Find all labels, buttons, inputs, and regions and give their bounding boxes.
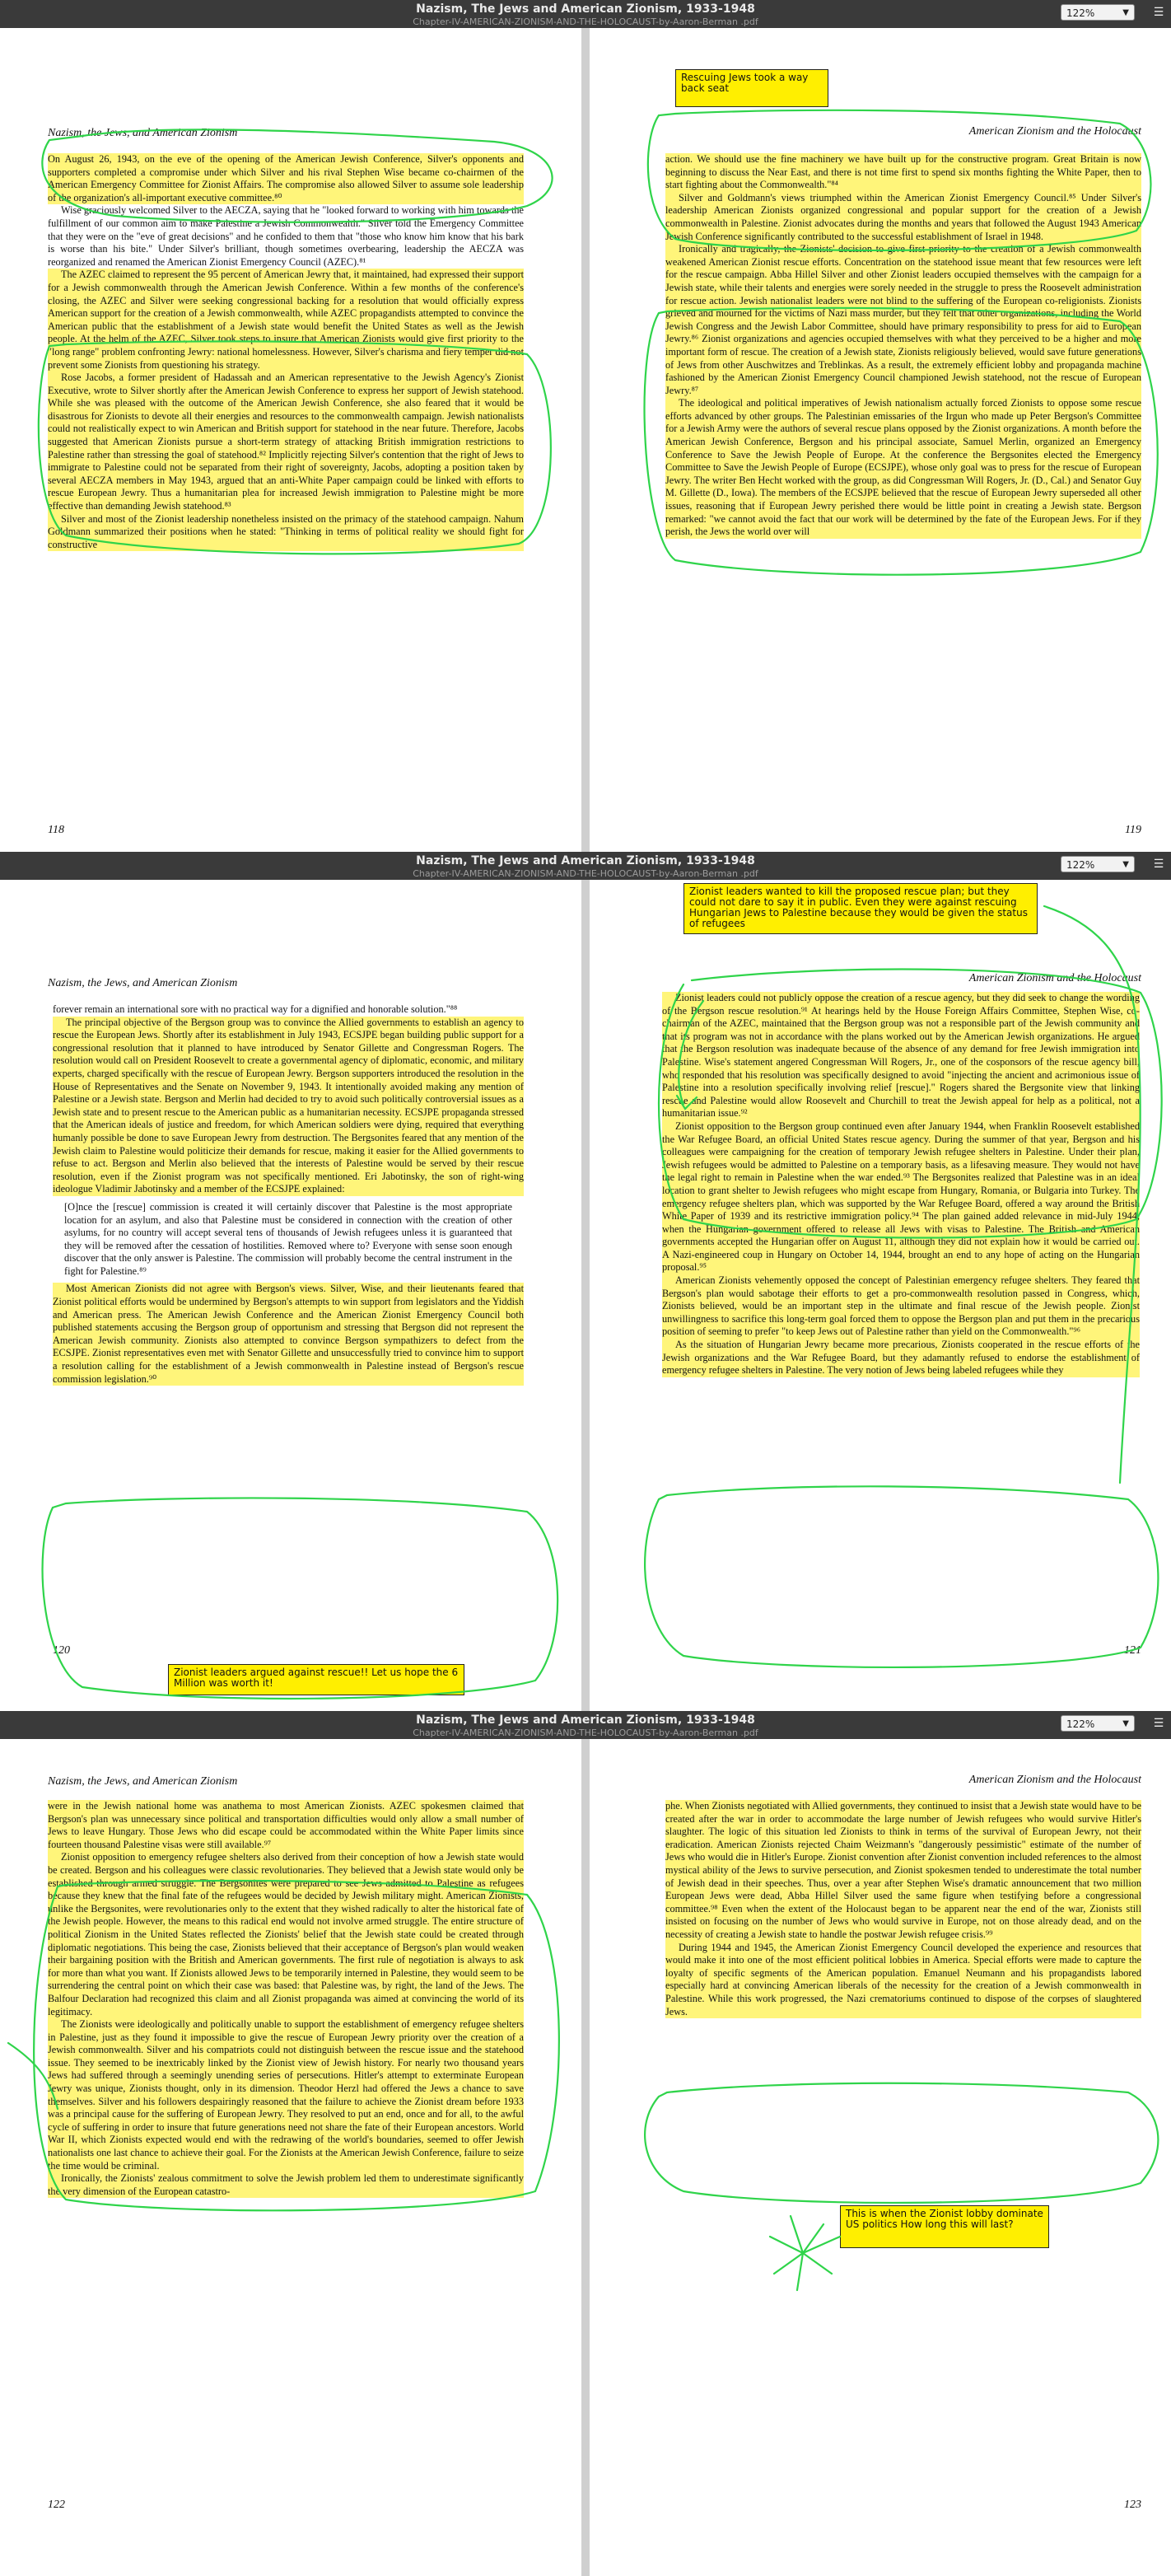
page-body <box>665 153 1141 539</box>
page-body <box>48 153 524 551</box>
paragraph: As the situation of Hungarian Jewry became more precarious, Zionists cooperated in the rescue efforts of the Jewish organizations and the War Refugee Board, but they adamantly refused to endorse the establishment of emergency refugee shelters in Palestine. The very notion of Jews being labeled refugees while they <box>662 1339 1140 1377</box>
chevron-down-icon: ▼ <box>1122 8 1129 17</box>
sticky-note[interactable]: Rescuing Jews took a way back seat <box>675 69 828 107</box>
chevron-down-icon: ▼ <box>1122 860 1129 869</box>
page-number: 120 <box>53 1644 70 1657</box>
file-name: Chapter-IV-AMERICAN-ZIONISM-AND-THE-HOLOCAUST-by-Aaron-Berman .pdf <box>413 868 758 879</box>
running-head-left: Nazism, the Jews, and American Zionism <box>48 127 238 139</box>
paragraph: action. We should use the fine machinery we have built up for the constructive program. Great Britain is now beginning to discuss the Near East, and there is not time first to spend six months fighting the White Paper, then to start fighting about the Commonwealth."⁸⁴ <box>665 153 1141 191</box>
chevron-down-icon: ▼ <box>1122 1719 1129 1728</box>
running-head-right: American Zionism and the Holocaust <box>968 972 1141 984</box>
page-122 <box>0 1739 581 2576</box>
paragraph: Zionist opposition to the Bergson group continued even after January 1944, when Franklin Roosevelt established the War Refugee Board, an official United States rescue agency. During the summer of that year, Bergson and his colleagues were campaigning for the creation of temporary Jewish refugee shelters in Palestine. Under their plan, Jewish refugees would be admitted to Palestine on a temporary basis, as a lifesaving measure. They would not have the legal right to remain in Palestine when the war ended.⁹³ The Bergsonites realized that Palestine was in an ideal location to grant shelter to Jewish refugees who might escape from Hungary, Romania, or Bulgaria into Turkey. The emergency refugee shelters plan, which was supported by the War Refugee Board, offered a way around the British White Paper of 1939 and its restrictive immigration policy.⁹⁴ The plan gained added relevance in mid-July 1944, when the Hungarian government offered to release all Jews with visas to Palestine. The British and American governments accepted the Hungarian offer on August 11, although they did not explain how it would be carried out. A Nazi-engineered coup in Hungary on October 14, 1944, brought an end to any hope of acting on the Hungarian proposal.⁹⁵ <box>662 1120 1140 1274</box>
paragraph: Silver and most of the Zionist leadership nonetheless insisted on the primacy of the statehood campaign. Nahum Goldmann summarized their positions when he stated: "Thinking in terms of political reality we should fight for constructive <box>48 512 524 550</box>
paragraph: Ironically, the Zionists' zealous commitment to solve the Jewish problem led them to underestimate significantly the very dimension of the European catastro- <box>48 2172 524 2197</box>
window-title: Nazism, The Jews and American Zionism, 1933-1948 <box>416 1713 755 1727</box>
zoom-value: 122% <box>1066 7 1095 19</box>
paragraph: Rose Jacobs, a former president of Hadassah and an American representative to the Jewish Agency's Zionist Executive, wrote to Silver shortly after the American Jewish Conference to express her support of Jewish statehood. While she was pleased with the outcome of the American Jewish Conference, she also feared that it would be disastrous for Zionists to devote all their energies and resources to the commonwealth campaign. Jewish nationalists could not realistically expect to win American and British support for statehood in the near future. Therefore, Jacobs suggested that American Zionists pursue a short-term strategy of attacking British immigration restrictions to Palestine rather than stressing the goal of statehood.⁸² Implicitly rejecting Silver's contention that the right of Jews to immigrate to Palestine could not be separated from their right of sovereignty, Jacobs, adopting a position taken by several AECZA members in May 1943, argued that an anti-White Paper campaign could be linked with efforts to rescue European Jewry. Thus a humanitarian plea for increased Jewish immigration to Palestine might be more effective than demanding Jewish statehood.⁸³ <box>48 372 524 512</box>
zoom-value: 122% <box>1066 859 1095 871</box>
paragraph: Most American Zionists did not agree with Bergson's views. Silver, Wise, and their lieutenants feared that Zionist political efforts would be undermined by Bergson's attempts to win support from legislators and the Yiddish and American press. The American Jewish Conference and the American Zionist Emergency Council both published statements accusing the Bergson group of opportunism and stressing that Bergson did not represent the American Jewish community. Zionists also attempted to convince Bergson sympathizers to defect from the ECSJPE. Zionist representatives even met with Senator Gillette and unsuccessfully tried to convince him to support a resolution calling for the establishment of a Jewish commonwealth in Palestine instead of Bergson's rescue commission legislation.⁹⁰ <box>53 1283 524 1385</box>
page-body <box>665 1800 1141 2018</box>
paragraph: The principal objective of the Bergson group was to convince the Allied governments to establish an agency to rescue the European Jews. Shortly after its establishment in July 1943, ECSJPE began building public support for a congressional resolution that it planned to have introduced by Senator Gillette and Congressman Rogers. The resolution would call on President Roosevelt to create a governmental agency of diplomatic, economic, and military experts, charged specifically with the rescue of European Jewry. Bergson supporters introduced the resolution in the House of Representatives and the Senate on November 9, 1943. It intentionally avoided making any mention of Palestine or a Jewish state. Bergson and Merlin had decided to try to avoid such politically controversial issues as a Jewish state and to present rescue to the American public as a humanitarian necessity. ECSJPE propaganda stressed that the American ideals of justice and freedom, for which American soldiers were dying, required that everything humanly possible be done to save European Jewry from destruction. The Bergsonites feared that any mention of the Jewish claim to Palestine would politicize their demands for rescue, making it easier for the Allied governments to refuse to act. Bergson and Merlin also believed that the interests of Palestine would be served by their rescue resolution, even if the Zionist program was not specifically mentioned. Eri Jabotinsky, the son of right-wing ideologue Vladimir Jabotinsky and a member of the ECSJPE explained: <box>53 1016 524 1195</box>
paragraph: Ironically and tragically, the Zionists' decision to give first priority to the creation of a Jewish commonwealth weakened American Zionist rescue efforts. Concentration on the statehood issue meant that few resources were left for the rescue campaign. Abba Hillel Silver and other Zionist leaders occupied themselves with the campaign for a Jewish state, while their talents and energies were sorely needed in the struggle to press the Roosevelt administration for rescue action. Jewish nationalist leaders were not blind to the suffering of the European co-religionists. Zionists grieved and mourned for the victims of Nazi mass murder, but they felt that other organizations, including the World Jewish Congress and the Jewish Labor Committee, should have primary responsibility to press for aid to European Jewry.⁸⁶ Zionist organizations and agencies occupied themselves with what they perceived to be a higher and more important form of rescue. The creation of a Jewish state, Zionists religiously believed, would save future generations of Jews from other Auschwitzes and Treblinkas. As a result, the extremely efficient lobby and propaganda machine fashioned by the American Zionist Emergency Council championed Jewish statehood, not the rescue of European Jewry.⁸⁷ <box>665 243 1141 396</box>
running-head-left: Nazism, the Jews, and American Zionism <box>48 977 238 989</box>
paragraph: During 1944 and 1945, the American Zionist Emergency Council developed the experience and resources that would make it into one of the most efficient political lobbies in America. Special efforts were made to capture the loyalty of specific segments of the American population. Emanuel Neumann and his propagandists labored especially hard at convincing American liberals of the necessity for the creation of a Jewish commonwealth in Palestine. While this work progressed, the Nazi crematoriums continued to dispose of the corpses of slaughtered Jews. <box>665 1941 1141 2017</box>
page-number: 119 <box>1125 824 1141 836</box>
viewer-window-2 <box>0 852 1171 1711</box>
paragraph: Zionist leaders could not publicly oppose the creation of a rescue agency, but they did seek to change the wording of the Bergson rescue resolution.⁹¹ At hearings held by the House Foreign Affairs Committee, Stephen Wise, co-chairman of the AZEC, maintained that the Bergson group was not a responsible part of the Jewish community and that its program was not in accordance with the plans worked out by the American Jewish organizations. He argued that the Bergson resolution was inadequate because of the absence of any demand for free Jewish immigration into Palestine. Wise's statement angered Congressman Will Rogers, Jr., one of the cosponsors of the rescue agency bill, who responded that his resolution was specifically designed to avoid "injecting the ancient and acrimonious issue of Palestine into a resolution specifically involving relief [rescue]." Rogers shared the Bergsonite view that linking rescue and Palestine would allow Roosevelt and Churchill to treat the Jewish appeal for help as a political, not a humanitarian issue.⁹² <box>662 992 1140 1120</box>
sticky-note[interactable]: Zionist leaders wanted to kill the proposed rescue plan; but they could not dare to say it in public. Even they were against rescuing Hungarian Jews to Palestine because they would be given the status of refugees <box>683 883 1038 934</box>
page-number: 118 <box>48 824 64 836</box>
page-body <box>662 992 1140 1377</box>
paragraph: American Zionists vehemently opposed the concept of Palestinian emergency refugee shelters. They feared that Bergson's plan would sabotage their efforts to get a pro-commonwealth resolution passed in Congress, which, Zionists believed, would be an important step in the ultimate and final rescue of the Jewish people. Zionist unwillingness to sacrifice this long-term goal forced them to oppose the Bergson plan and put them in the precarious position of seeming to prefer "to keep Jews out of Palestine rather than yield on the Commonwealth."⁹⁶ <box>662 1274 1140 1338</box>
page-body <box>48 1800 524 2198</box>
paragraph: The ideological and political imperatives of Jewish nationalism actually forced Zionists to oppose some rescue efforts advanced by other groups. The Palestinian emissaries of the Irgun who made up Peter Bergson's Committee for a Jewish Army were the authors of several rescue plans opposed by the Zionist organizations. A month before the American Jewish Conference, Bergson and his principal associate, Samuel Merlin, organized an Emergency Conference to Save the Jewish People of Europe. At the conference the Bergsonites elected the Emergency Committee to Save the Jewish People of Europe (ECSJPE), whose only goal was to press for the rescue of European Jewry. The writer Ben Hecht worked with the group, as did Congressman Will Rogers, Jr. (D., Cal.) and Senator Guy M. Gillette (D., Iowa). The members of the ECSJPE believed that the rescue of European Jewry superseded all other issues, reasoning that if European Jewry perished there would be little point in creating a Jewish state. Bergson remarked: "we cannot avoid the fact that our work will be determined by the fate of the European Jews. For if they perish, the Jews the world over will <box>665 397 1141 538</box>
page-body <box>53 1003 524 1386</box>
paragraph: forever remain an international sore with no practical way for a dignified and honorable solution."⁸⁸ <box>53 1003 458 1015</box>
title-bar <box>0 1711 1171 1739</box>
file-name: Chapter-IV-AMERICAN-ZIONISM-AND-THE-HOLOCAUST-by-Aaron-Berman .pdf <box>413 16 758 27</box>
page-number: 122 <box>48 2499 65 2511</box>
running-head-right: American Zionism and the Holocaust <box>968 1774 1141 1786</box>
page-120 <box>0 880 581 1711</box>
page-123 <box>590 1739 1171 2576</box>
window-title: Nazism, The Jews and American Zionism, 1933-1948 <box>416 2 755 16</box>
window-title: Nazism, The Jews and American Zionism, 1933-1948 <box>416 854 755 867</box>
title-bar <box>0 0 1171 28</box>
running-head-left: Nazism, the Jews, and American Zionism <box>48 1775 238 1788</box>
paragraph: were in the Jewish national home was anathema to most American Zionists. AZEC spokesmen claimed that Bergson's plan was unnecessary since political and transportation difficulties would only allow a small number of Jews to leave Hungary. Those Jews who did escape could be accommodated within the White Paper limits since fourteen thousand Palestine visas were still available.⁹⁷ <box>48 1800 524 1850</box>
paragraph: On August 26, 1943, on the eve of the opening of the American Jewish Conference, Silver's opponents and supporters completed a compromise under which Silver and his rival Stephen Wise became co-chairmen of the American Emergency Committee for Zionist Affairs. The compromise also allowed Silver to assume sole leadership of the organization's all-important executive committee.⁸⁰ <box>48 153 524 203</box>
zoom-select[interactable] <box>1061 856 1135 872</box>
page-number: 123 <box>1124 2499 1141 2511</box>
zoom-select[interactable] <box>1061 4 1135 21</box>
viewer-window-1 <box>0 0 1171 852</box>
page-121 <box>590 880 1171 1711</box>
file-name: Chapter-IV-AMERICAN-ZIONISM-AND-THE-HOLOCAUST-by-Aaron-Berman .pdf <box>413 1727 758 1738</box>
zoom-select[interactable] <box>1061 1715 1135 1732</box>
hamburger-icon[interactable]: ☰ <box>1153 858 1164 871</box>
paragraph: The AZEC claimed to represent the 95 percent of American Jewry that, it maintained, had expressed their support for a Jewish commonwealth through the American Jewish Conference. Within a few months of the conference's closing, the AZEC and Silver were seeking congressional backing for a resolution that would officially express American support for the creation of a Jewish commonwealth, while AZEC propagandists attempted to convince the American public that the establishment of a Jewish state would benefit the United States as well as the Jewish people. At the helm of the AZEC, Silver took steps to insure that American Zionists would give first priority to the "long range" problem confronting Jewry: national homelessness. However, Silver's charisma and fiery temper did not prevent some Zionists from questioning his strategy. <box>48 269 524 371</box>
viewer-window-3 <box>0 1711 1171 2576</box>
page-119 <box>590 28 1171 852</box>
sticky-note[interactable]: This is when the Zionist lobby dominate US politics How long this will last? <box>840 2205 1049 2248</box>
hamburger-icon[interactable]: ☰ <box>1153 1717 1164 1730</box>
hamburger-icon[interactable]: ☰ <box>1153 6 1164 19</box>
paragraph: Silver and Goldmann's views triumphed within the American Zionist Emergency Council.⁸⁵ Under Silver's leadership American Zionists organized congressional and popular support for the creation of a Jewish commonwealth in Palestine. Zionist advocates during the months and years that followed the August 1943 American Jewish Conference significantly contributed to the successful establishment of Israel in 1948. <box>665 191 1141 242</box>
running-head-right: American Zionism and the Holocaust <box>968 125 1141 138</box>
page-118 <box>0 28 581 852</box>
paragraph: phe. When Zionists negotiated with Allied governments, they continued to insist that a Jewish state would have to be created after the war in order to accommodate the large number of Jewish refugees who would survive Hitler's slaughter. The logic of this situation led Zionists to think in terms of the survival of European Jewry, not their eradication. American Zionists rejected Chaim Weizmann's "dangerously pessimistic" estimate of the number of Jews who would die in Hitler's Europe. Zionist convention after Zionist convention included references to the almost mystical ability of the Jews to survive persecution, and Zionist spokesmen tended to underestimate the total number of Jewish dead in their speeches. Thus, over a year after Stephen Wise's dramatic announcement that two million European Jews were dead, Abba Hillel Silver used the same figure when testifying before a congressional committee.⁹⁸ Even when the extent of the Holocaust began to be apparent near the end of the war, Zionists still insisted on focusing on the number of Jews who would survive in Europe, not on those already dead, and on the necessity of creating a Jewish state to handle the postwar Jewish refugee crisis.⁹⁹ <box>665 1800 1141 1940</box>
paragraph: Zionist opposition to emergency refugee shelters also derived from their conception of how a Jewish state would be created. Bergson and his colleagues were classic revolutionaries. They believed that a Jewish state would only be established through armed struggle. The Bergsonites were prepared to see Jews admitted to Palestine as refugees because they knew that the final fate of the refugees would be decided by Jewish military might. American Zionists, unlike the Bergsonites, were revolutionaries only to the extent that they wished radically to alter the historical fate of the Jewish people. However, the means to this radical end would not involve armed struggle. The entire structure of political Zionism in the United States reflected the Zionists' belief that the Jewish state could be created through diplomatic negotiations. This being the case, Zionists believed that their acceptance of Bergson's plan would weaken their bargaining position with the British and American governments. The first rule of negotiation is always to ask for more than what you want. If Zionists allowed Jews to be temporarily interned in Palestine, they would seem to be surrendering the central point on which their case was based: that Palestine was, by right, the land of the Jews. The Balfour Declaration had recognized this claim and all Zionist propaganda was aimed at convincing the world of its legitimacy. <box>48 1851 524 2017</box>
title-bar <box>0 852 1171 880</box>
page-number: 121 <box>1124 1644 1141 1657</box>
zoom-value: 122% <box>1066 1718 1095 1730</box>
block-quote: [O]nce the [rescue] commission is created it will certainly discover that Palestine is the most appropriate location for an asylum, and also that Palestine must be considered in connection with the creation of other asylums, for no country will accept several tens of thousands of Jewish refugees unless it is guaranteed that they will be removed after the cessation of hostilities. Removed where to? Everyone with sense soon enough discover that the only answer is Palestine. The commission will probably become the central instrument in the fight for Palestine.⁸⁹ <box>64 1200 512 1277</box>
sticky-note[interactable]: Zionist leaders argued against rescue!! Let us hope the 6 Million was worth it! <box>168 1664 464 1695</box>
paragraph: Wise graciously welcomed Silver to the AECZA, saying that he "looked forward to working with him towards the fulfillment of our common aim to make Palestine a Jewish Commonwealth." Silver told the Emergency Committee that they were on the "eve of great decisions" and he confided to them that "those who know him know that his bark is worse than his bite." Under Silver's brilliant, though sometimes overbearing, leadership the AECZA was reorganized and renamed the American Zionist Emergency Council (AZEC).⁸¹ <box>48 204 524 268</box>
paragraph: The Zionists were ideologically and politically unable to support the establishment of emergency refugee shelters in Palestine, just as they found it impossible to give the rescue of European Jewry priority over the creation of a Jewish commonwealth. Silver and his compatriots could not distinguish between the rescue issue and the statehood issue. They seemed to be inextricably linked by the Zionist view of Jewish history. For nearly two thousand years Jews had suffered through a seemingly unending series of persecutions. Hitler's attempt to exterminate European Jewry was unique, Zionists thought, only in its dimension. Theodor Herzl had offered the Jews a chance to save themselves. Silver and his followers despairingly reasoned that the failure to achieve the Zionist dream before 1933 was a principal cause for the suffering of European Jewry. They resolved to put an end, once and for all, to the awful cycle of suffering in order to insure that future generations need not share the fate of their European ancestors. World War II, which Zionists expected would end with the redrawing of the world's boundaries, seemed to offer Jewish nationalists one last chance to achieve their goal. For the Zionists at the American Jewish Conference, failure to seize the time would be criminal. <box>48 2018 524 2172</box>
